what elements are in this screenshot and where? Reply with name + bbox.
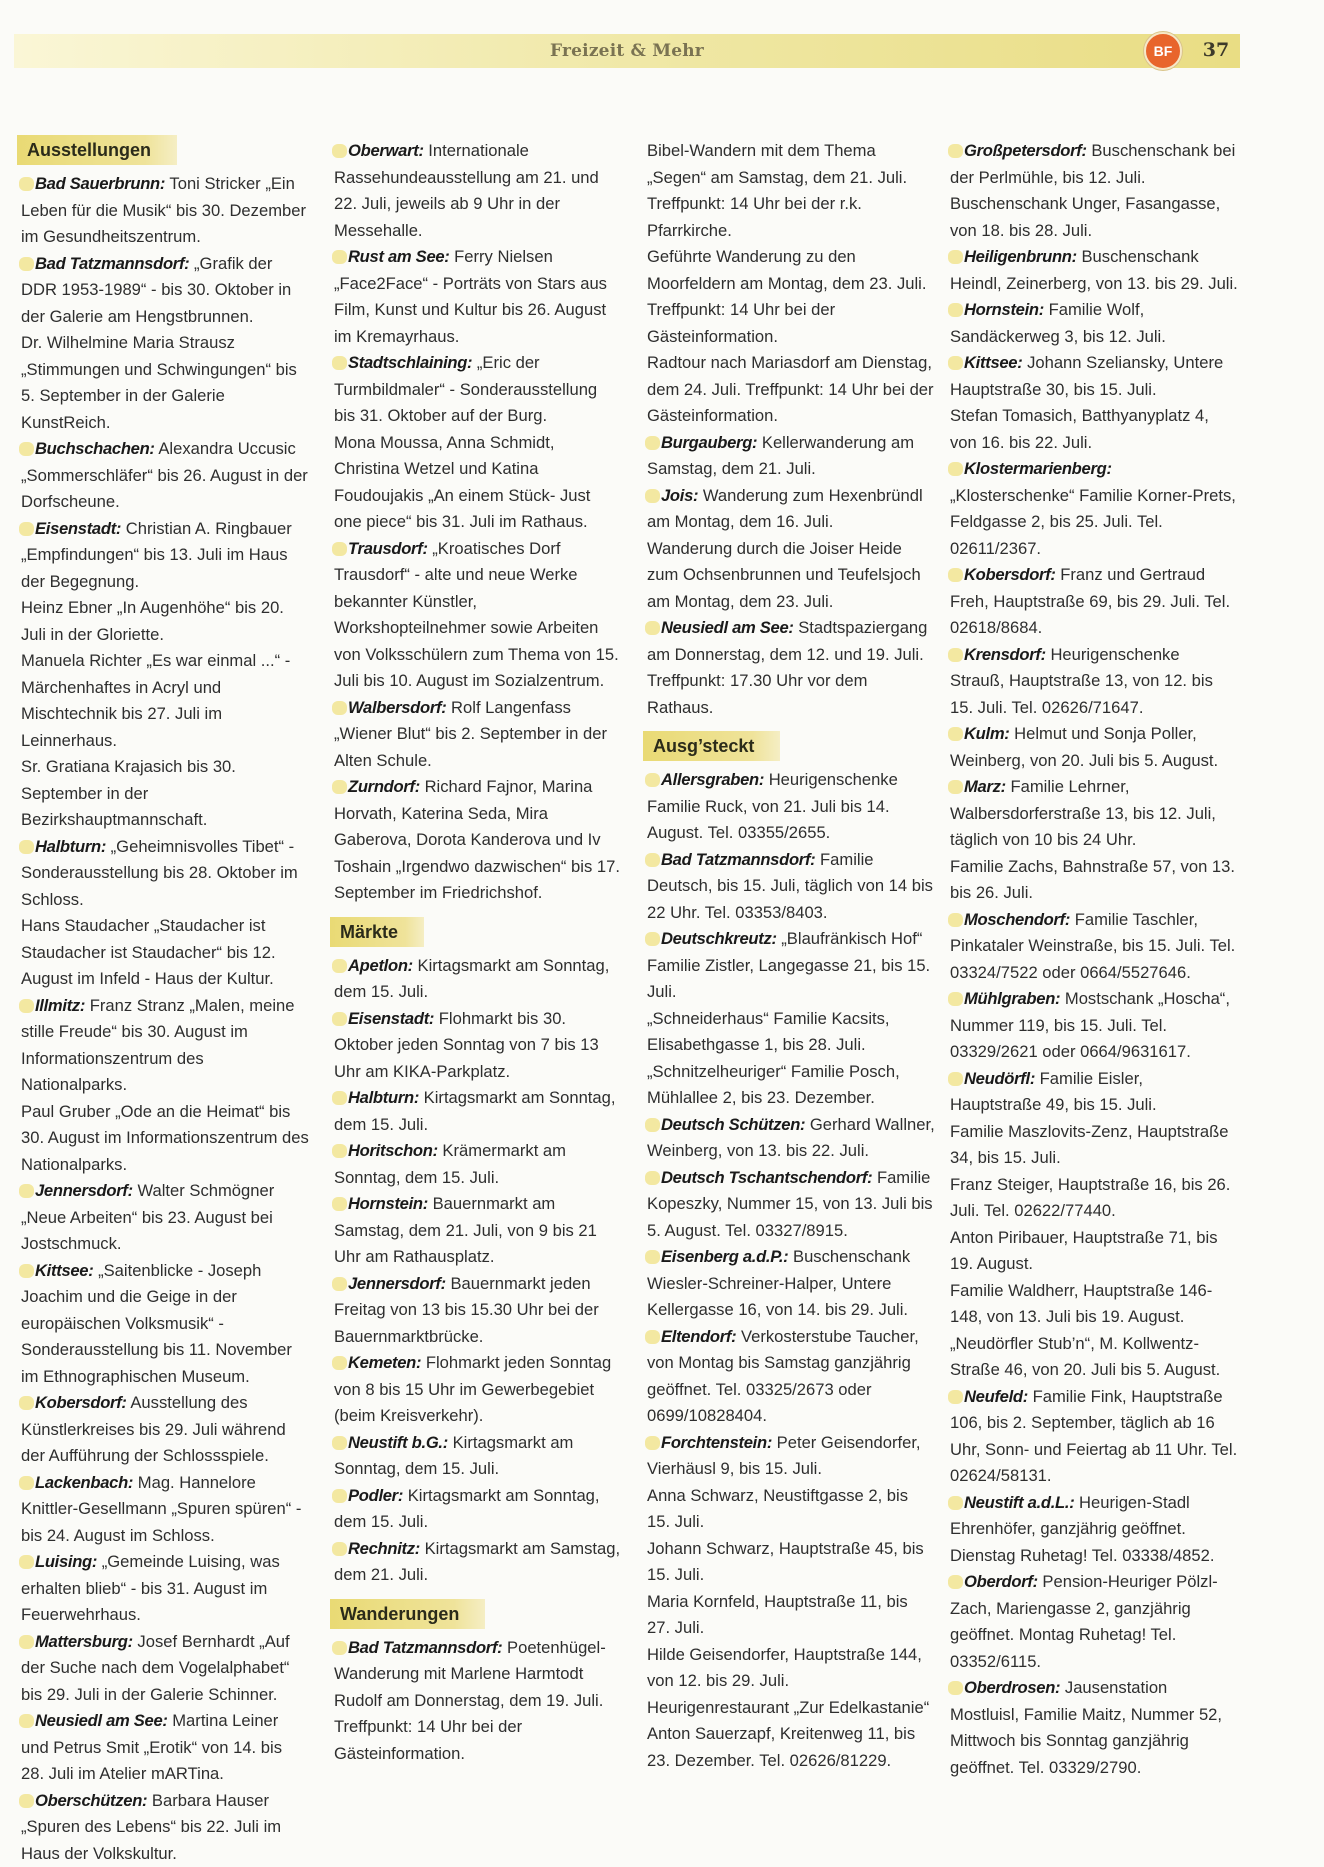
section-heading: Märkte [330, 917, 424, 947]
place-name: Oberdrosen: [950, 1678, 1060, 1697]
magazine-logo: BF [1144, 32, 1182, 70]
listing-text: Familie Deutsch, bis 15. Juli, täglich von 14 bis 22 Uhr. Tel. 03353/8403. [647, 850, 933, 922]
listing-entry [647, 615, 935, 721]
section-heading: Ausstellungen [17, 135, 177, 165]
listing-text: Christian A. Ringbauer „Empfindungen“ bis 13. Juli im Haus der Begegnung. [21, 519, 292, 591]
place-name: Burgauberg: [647, 433, 757, 452]
listing-text: Poetenhügel-Wanderung mit Marlene Harmtodt Rudolf am Donnerstag, dem 19. Juli. Treffpunkt: 14 Uhr bei der Gästeinformation. [334, 1638, 606, 1763]
listing-text: Bauernmarkt jeden Freitag von 13 bis 15.30 Uhr bei der Bauernmarktbrücke. [334, 1274, 599, 1346]
listing-entry [21, 1788, 309, 1867]
place-name: Apetlon: [334, 956, 413, 975]
listing-entry [647, 1430, 935, 1483]
listing-text: Familie Kopeszky, Nummer 15, von 13. Juli bis 5. August. Tel. 03327/8915. [647, 1168, 933, 1240]
listing-text: „Geheimnisvolles Tibet“ - Sonderausstellung bis 28. Oktober im Schloss. [21, 837, 298, 909]
listing-entry [950, 562, 1238, 642]
listing-text: Heurigen-Stadl Ehrenhöfer, ganzjährig geöffnet. Dienstag Ruhetag! Tel. 03338/4852. [950, 1493, 1214, 1565]
listing-text: Pension-Heuriger Pölzl-Zach, Mariengasse 2, ganzjährig geöffnet. Montag Ruhetag! Tel. 03352/6115. [950, 1572, 1218, 1671]
page-number: 37 [1189, 39, 1243, 61]
listing-continuation: Hans Staudacher „Staudacher ist Staudacher ist Staudacher“ bis 12. August im Infeld - Haus der Kultur. [21, 913, 309, 993]
text-column-2 [334, 138, 622, 1767]
listing-entry [21, 436, 309, 516]
listing-text: Mag. Hannelore Knittler-Gesellmann „Spuren spüren“ - bis 24. August im Schloss. [21, 1473, 301, 1545]
listing-entry [21, 1549, 309, 1629]
place-name: Jennersdorf: [21, 1181, 133, 1200]
place-name: Großpetersdorf: [950, 141, 1087, 160]
listing-entry [21, 1470, 309, 1550]
listing-text: Franz und Gertraud Freh, Hauptstraße 69, bis 29. Juli. Tel. 02618/8684. [950, 565, 1230, 637]
listing-text: Buschenschank bei der Perlmühle, bis 12. Juli. [950, 141, 1235, 187]
listing-entry [334, 1430, 622, 1483]
listing-entry [21, 1258, 309, 1391]
listing-text: „Eric der Turmbildmaler“ - Sonderausstellung bis 31. Oktober auf der Burg. [334, 353, 597, 425]
listing-continuation: Sr. Gratiana Krajasich bis 30. September in der Bezirkshauptmannschaft. [21, 754, 309, 834]
place-name: Eisenstadt: [21, 519, 121, 538]
listing-text: Bauernmarkt am Samstag, dem 21. Juli, von 9 bis 21 Uhr am Rathausplatz. [334, 1194, 597, 1266]
listing-entry [647, 1165, 935, 1245]
listing-entry [950, 1490, 1238, 1570]
listing-text: Familie Eisler, Hauptstraße 49, bis 15. Juli. [950, 1069, 1157, 1115]
place-name: Hornstein: [950, 300, 1044, 319]
listing-entry [334, 1006, 622, 1086]
place-name: Deutschkreutz: [647, 929, 777, 948]
listing-entry [950, 297, 1238, 350]
listing-entry [950, 1675, 1238, 1781]
listing-entry [21, 1629, 309, 1709]
text-column-3 [647, 138, 935, 1774]
place-name: Heiligenbrunn: [950, 247, 1077, 266]
place-name: Jennersdorf: [334, 1274, 446, 1293]
listing-continuation: Heinz Ebner „In Augenhöhe“ bis 20. Juli in der Gloriette. [21, 595, 309, 648]
listing-text: Walter Schmögner „Neue Arbeiten“ bis 23. August bei Jostschmuck. [21, 1181, 274, 1253]
listing-entry [950, 1569, 1238, 1675]
listing-text: Heurigenschenke Strauß, Hauptstraße 13, von 12. bis 15. Juli. Tel. 02626/71647. [950, 645, 1213, 717]
listing-entry [334, 350, 622, 430]
listing-text: Kirtagsmarkt am Sonntag, dem 15. Juli. [334, 1433, 573, 1479]
listing-text: Gerhard Wallner, Weinberg, von 13. bis 22. Juli. [647, 1115, 935, 1161]
listing-text: Johann Szeliansky, Untere Hauptstraße 30, bis 15. Juli. [950, 353, 1223, 399]
place-name: Kittsee: [950, 353, 1022, 372]
listing-text: Jausenstation Mostluisl, Familie Maitz, Nummer 52, Mittwoch bis Sonntag ganzjährig geöffnet. Tel. 03329/2790. [950, 1678, 1222, 1777]
listing-continuation: Radtour nach Mariasdorf am Dienstag, dem 24. Juli. Treffpunkt: 14 Uhr bei der Gästeinformation. [647, 350, 935, 430]
listing-entry [647, 767, 935, 847]
listing-continuation: Paul Gruber „Ode an die Heimat“ bis 30. August im Informationszentrum des Nationalparks. [21, 1099, 309, 1179]
listing-entry [647, 430, 935, 483]
listing-entry [21, 171, 309, 251]
listing-entry [950, 642, 1238, 722]
listing-entry [334, 1536, 622, 1589]
listing-text: Krämermarkt am Sonntag, dem 15. Juli. [334, 1141, 566, 1187]
listing-entry [334, 1191, 622, 1271]
place-name: Oberwart: [334, 141, 424, 160]
listing-entry [334, 953, 622, 1006]
listing-entry [950, 1384, 1238, 1490]
place-name: Bad Tatzmannsdorf: [334, 1638, 502, 1657]
place-name: Neufeld: [950, 1387, 1028, 1406]
listing-text: Rolf Langenfass „Wiener Blut“ bis 2. September in der Alten Schule. [334, 698, 607, 770]
listing-continuation: Maria Kornfeld, Hauptstraße 11, bis 27. Juli. [647, 1589, 935, 1642]
listing-text: Heurigenschenke Familie Ruck, von 21. Juli bis 14. August. Tel. 03355/2655. [647, 770, 898, 842]
place-name: Hornstein: [334, 1194, 428, 1213]
listing-text: Kellerwanderung am Samstag, dem 21. Juli. [647, 433, 914, 479]
place-name: Zurndorf: [334, 777, 420, 796]
place-name: Rechnitz: [334, 1539, 420, 1558]
listing-text: Flohmarkt bis 30. Oktober jeden Sonntag von 7 bis 13 Uhr am KIKA-Parkplatz. [334, 1009, 599, 1081]
listing-text: „Grafik der DDR 1953-1989“ - bis 30. Oktober in der Galerie am Hengstbrunnen. [21, 254, 291, 326]
listing-text: Kirtagsmarkt am Sonntag, dem 15. Juli. [334, 1486, 600, 1532]
listing-continuation: „Schneiderhaus“ Familie Kacsits, Elisabethgasse 1, bis 28. Juli. [647, 1006, 935, 1059]
listing-text: Flohmarkt jeden Sonntag von 8 bis 15 Uhr im Gewerbegebiet (beim Kreisverkehr). [334, 1353, 611, 1425]
listing-text: „Kroatisches Dorf Trausdorf“ - alte und neue Werke bekannter Künstler, Workshopteilnehmer sowie Arbeiten von Volksschülern zum Thema von 15. Juli bis 10. August im Sozialzentrum. [334, 539, 619, 691]
place-name: Bad Tatzmannsdorf: [647, 850, 815, 869]
text-column-4 [950, 138, 1238, 1781]
section-heading: Wanderungen [330, 1599, 485, 1629]
place-name: Rust am See: [334, 247, 450, 266]
listing-text: Stadtspaziergang am Donnerstag, dem 12. und 19. Juli. Treffpunkt: 17.30 Uhr vor dem Rathaus. [647, 618, 927, 717]
listing-entry [334, 244, 622, 350]
place-name: Oberdorf: [950, 1572, 1038, 1591]
listing-entry [647, 483, 935, 536]
place-name: Bad Sauerbrunn: [21, 174, 165, 193]
listing-entry [21, 834, 309, 914]
place-name: Mühlgraben: [950, 989, 1060, 1008]
listing-text: Kirtagsmarkt am Sonntag, dem 15. Juli. [334, 1088, 616, 1134]
place-name: Marz: [950, 777, 1006, 796]
listing-text: Franz Stranz „Malen, meine stille Freude“ bis 30. August im Informationszentrum des Nationalparks. [21, 996, 295, 1095]
listing-text: Familie Lehrner, Walbersdorferstraße 13, bis 12. Juli, täglich von 10 bis 24 Uhr. [950, 777, 1216, 849]
listing-entry [647, 847, 935, 927]
place-name: Bad Tatzmannsdorf: [21, 254, 189, 273]
place-name: Kittsee: [21, 1261, 93, 1280]
listing-text: Ausstellung des Künstlerkreises bis 29. Juli während der Aufführung der Schlossspiele. [21, 1393, 286, 1465]
place-name: Walbersdorf: [334, 698, 446, 717]
listing-continuation: Buschenschank Unger, Fasangasse, von 18. bis 28. Juli. [950, 191, 1238, 244]
listing-entry [334, 1483, 622, 1536]
listing-text: Wanderung zum Hexenbründl am Montag, dem 16. Juli. [647, 486, 923, 532]
listing-entry [950, 721, 1238, 774]
listing-text: Buschenschank Wiesler-Schreiner-Halper, Untere Kellergasse 16, von 14. bis 29. Juli. [647, 1247, 910, 1319]
place-name: Kobersdorf: [950, 565, 1056, 584]
listing-entry [21, 251, 309, 331]
place-name: Horitschon: [334, 1141, 438, 1160]
listing-entry [334, 774, 622, 907]
place-name: Klostermarienberg: [950, 459, 1112, 478]
place-name: Jois: [647, 486, 698, 505]
place-name: Deutsch Tschantschendorf: [647, 1168, 872, 1187]
listing-entry [334, 1085, 622, 1138]
listing-continuation: Mona Moussa, Anna Schmidt, Christina Wetzel und Katina Foudoujakis „An einem Stück- Just one piece“ bis 31. Juli im Rathaus. [334, 430, 622, 536]
listing-text: Familie Taschler, Pinkataler Weinstraße, bis 15. Juli. Tel. 03324/7522 oder 0664/5527646. [950, 910, 1235, 982]
listing-text: Martina Leiner und Petrus Smit „Erotik“ von 14. bis 28. Juli im Atelier mARTina. [21, 1711, 282, 1783]
place-name: Neustift b.G.: [334, 1433, 448, 1452]
place-name: Neusiedl am See: [647, 618, 794, 637]
place-name: Neusiedl am See: [21, 1711, 168, 1730]
place-name: Illmitz: [21, 996, 85, 1015]
place-name: Eltendorf: [647, 1327, 736, 1346]
listing-entry [647, 1244, 935, 1324]
listing-entry [334, 1138, 622, 1191]
place-name: Buchschachen: [21, 439, 155, 458]
listing-entry [647, 1324, 935, 1430]
listing-text: Ferry Nielsen „Face2Face“ - Porträts von Stars aus Film, Kunst und Kultur bis 26. August im Kremayrhaus. [334, 247, 607, 346]
listing-text: Peter Geisendorfer, Vierhäusl 9, bis 15. Juli. [647, 1433, 921, 1479]
listing-text: „Blaufränkisch Hof“ Familie Zistler, Langegasse 21, bis 15. Juli. [647, 929, 930, 1001]
listing-text: Helmut und Sonja Poller, Weinberg, von 20. Juli bis 5. August. [950, 724, 1218, 770]
place-name: Podler: [334, 1486, 403, 1505]
listing-continuation: Bibel-Wandern mit dem Thema „Segen“ am Samstag, dem 21. Juli. Treffpunkt: 14 Uhr bei der r.k. Pfarrkirche. [647, 138, 935, 244]
listing-entry [334, 695, 622, 775]
place-name: Kemeten: [334, 1353, 421, 1372]
listing-continuation: Wanderung durch die Joiser Heide zum Ochsenbrunnen und Teufelsjoch am Montag, dem 23. Juli. [647, 536, 935, 616]
listing-entry [334, 1350, 622, 1430]
place-name: Luising: [21, 1552, 97, 1571]
listing-text: Mostschank „Hoscha“, Nummer 119, bis 15. Juli. Tel. 03329/2621 oder 0664/9631617. [950, 989, 1230, 1061]
place-name: Lackenbach: [21, 1473, 133, 1492]
place-name: Allersgraben: [647, 770, 764, 789]
listing-text: Barbara Hauser „Spuren des Lebens“ bis 22. Juli im Haus der Volkskultur. [21, 1791, 281, 1863]
listing-continuation: Familie Maszlovits-Zenz, Hauptstraße 34, bis 15. Juli. [950, 1119, 1238, 1172]
place-name: Deutsch Schützen: [647, 1115, 805, 1134]
listing-entry [950, 774, 1238, 854]
listing-entry [647, 926, 935, 1006]
listing-continuation: Stefan Tomasich, Batthyanyplatz 4, von 16. bis 22. Juli. [950, 403, 1238, 456]
place-name: Stadtschlaining: [334, 353, 472, 372]
listing-entry [950, 244, 1238, 297]
listing-text: Familie Wolf, Sandäckerweg 3, bis 12. Juli. [950, 300, 1166, 346]
place-name: Krensdorf: [950, 645, 1046, 664]
place-name: Eisenstadt: [334, 1009, 434, 1028]
listing-entry [334, 138, 622, 244]
listing-text: „Saitenblicke - Joseph Joachim und die Geige in der europäischen Volksmusik“ - Sonderausstellung bis 11. November im Ethnographischen Museum. [21, 1261, 292, 1386]
listing-entry [334, 1271, 622, 1351]
listing-text: Buschenschank Heindl, Zeinerberg, von 13. bis 29. Juli. [950, 247, 1238, 293]
place-name: Eisenberg a.d.P.: [647, 1247, 788, 1266]
listing-entry [21, 1708, 309, 1788]
listing-text: Familie Fink, Hauptstraße 106, bis 2. September, täglich ab 16 Uhr, Sonn- und Feiertag ab 11 Uhr. Tel. 02624/58131. [950, 1387, 1237, 1486]
listing-continuation: Johann Schwarz, Hauptstraße 45, bis 15. Juli. [647, 1536, 935, 1589]
listing-text: Kirtagsmarkt am Sonntag, dem 15. Juli. [334, 956, 609, 1002]
place-name: Halbturn: [21, 837, 106, 856]
listing-continuation: Geführte Wanderung zu den Moorfeldern am Montag, dem 23. Juli. Treffpunkt: 14 Uhr bei der Gästeinformation. [647, 244, 935, 350]
listing-continuation: Manuela Richter „Es war einmal ...“ - Märchenhaftes in Acryl und Mischtechnik bis 27. Juli im Leinnerhaus. [21, 648, 309, 754]
listing-continuation: Heurigenrestaurant „Zur Edelkastanie“ Anton Sauerzapf, Kreitenweg 11, bis 23. Dezember. Tel. 02626/81229. [647, 1695, 935, 1775]
place-name: Kobersdorf: [21, 1393, 127, 1412]
listing-continuation: Hilde Geisendorfer, Hauptstraße 144, von 12. bis 29. Juli. [647, 1642, 935, 1695]
place-name: Oberschützen: [21, 1791, 147, 1810]
place-name: Neustift a.d.L.: [950, 1493, 1074, 1512]
place-name: Trausdorf: [334, 539, 428, 558]
listing-text: Alexandra Uccusic „Sommerschläfer“ bis 26. August in der Dorfscheune. [21, 439, 308, 511]
listing-entry [950, 456, 1238, 562]
place-name: Halbturn: [334, 1088, 419, 1107]
page-header [14, 34, 1240, 68]
listing-entry [950, 907, 1238, 987]
listing-text: Richard Fajnor, Marina Horvath, Katerina Seda, Mira Gaberova, Dorota Kanderova und Iv Toshain „Irgendwo dazwischen“ bis 17. September im Friedrichshof. [334, 777, 620, 902]
listing-text: Internationale Rassehundeausstellung am 21. und 22. Juli, jeweils ab 9 Uhr in der Messehalle. [334, 141, 599, 240]
listing-continuation: Familie Zachs, Bahnstraße 57, von 13. bis 26. Juli. [950, 854, 1238, 907]
listing-text: Verkosterstube Taucher, von Montag bis Samstag ganzjährig geöffnet. Tel. 03325/2673 oder 0699/10828404. [647, 1327, 919, 1426]
text-column-1 [21, 138, 309, 1867]
listing-continuation: Familie Waldherr, Hauptstraße 146-148, von 13. Juli bis 19. August. [950, 1278, 1238, 1331]
listing-continuation: Franz Steiger, Hauptstraße 16, bis 26. Juli. Tel. 02622/77440. [950, 1172, 1238, 1225]
listing-continuation: Anna Schwarz, Neustiftgasse 2, bis 15. Juli. [647, 1483, 935, 1536]
listing-continuation: „Neudörfler Stub’n“, M. Kollwentz-Straße 46, von 20. Juli bis 5. August. [950, 1331, 1238, 1384]
listing-entry [950, 350, 1238, 403]
listing-entry [21, 516, 309, 596]
listing-text: „Klosterschenke“ Familie Korner-Prets, Feldgasse 2, bis 25. Juli. Tel. 02611/2367. [950, 486, 1236, 558]
listing-text: „Gemeinde Luising, was erhalten blieb“ - bis 31. August im Feuerwehrhaus. [21, 1552, 280, 1624]
listing-entry [21, 993, 309, 1099]
place-name: Neudörfl: [950, 1069, 1035, 1088]
section-heading: Ausg’steckt [643, 731, 780, 761]
listing-text: Kirtagsmarkt am Samstag, dem 21. Juli. [334, 1539, 620, 1585]
listing-continuation: Anton Piribauer, Hauptstraße 71, bis 19. August. [950, 1225, 1238, 1278]
listing-entry [334, 1635, 622, 1768]
place-name: Mattersburg: [21, 1632, 133, 1651]
listing-entry [21, 1390, 309, 1470]
listing-entry [950, 1066, 1238, 1119]
place-name: Forchtenstein: [647, 1433, 772, 1452]
listing-entry [334, 536, 622, 695]
listing-entry [950, 138, 1238, 191]
listing-entry [21, 1178, 309, 1258]
listing-continuation: „Schnitzelheuriger“ Familie Posch, Mühlallee 2, bis 23. Dezember. [647, 1059, 935, 1112]
place-name: Kulm: [950, 724, 1010, 743]
section-title: Freizeit & Mehr [14, 41, 1240, 61]
listing-entry [950, 986, 1238, 1066]
listing-text: Toni Stricker „Ein Leben für die Musik“ bis 30. Dezember im Gesundheitszentrum. [21, 174, 306, 246]
listing-entry [647, 1112, 935, 1165]
listing-continuation: Dr. Wilhelmine Maria Strausz „Stimmungen und Schwingungen“ bis 5. September in der Galerie KunstReich. [21, 330, 309, 436]
listing-text: Josef Bernhardt „Auf der Suche nach dem Vogelalphabet“ bis 29. Juli in der Galerie Schinner. [21, 1632, 290, 1704]
place-name: Moschendorf: [950, 910, 1070, 929]
